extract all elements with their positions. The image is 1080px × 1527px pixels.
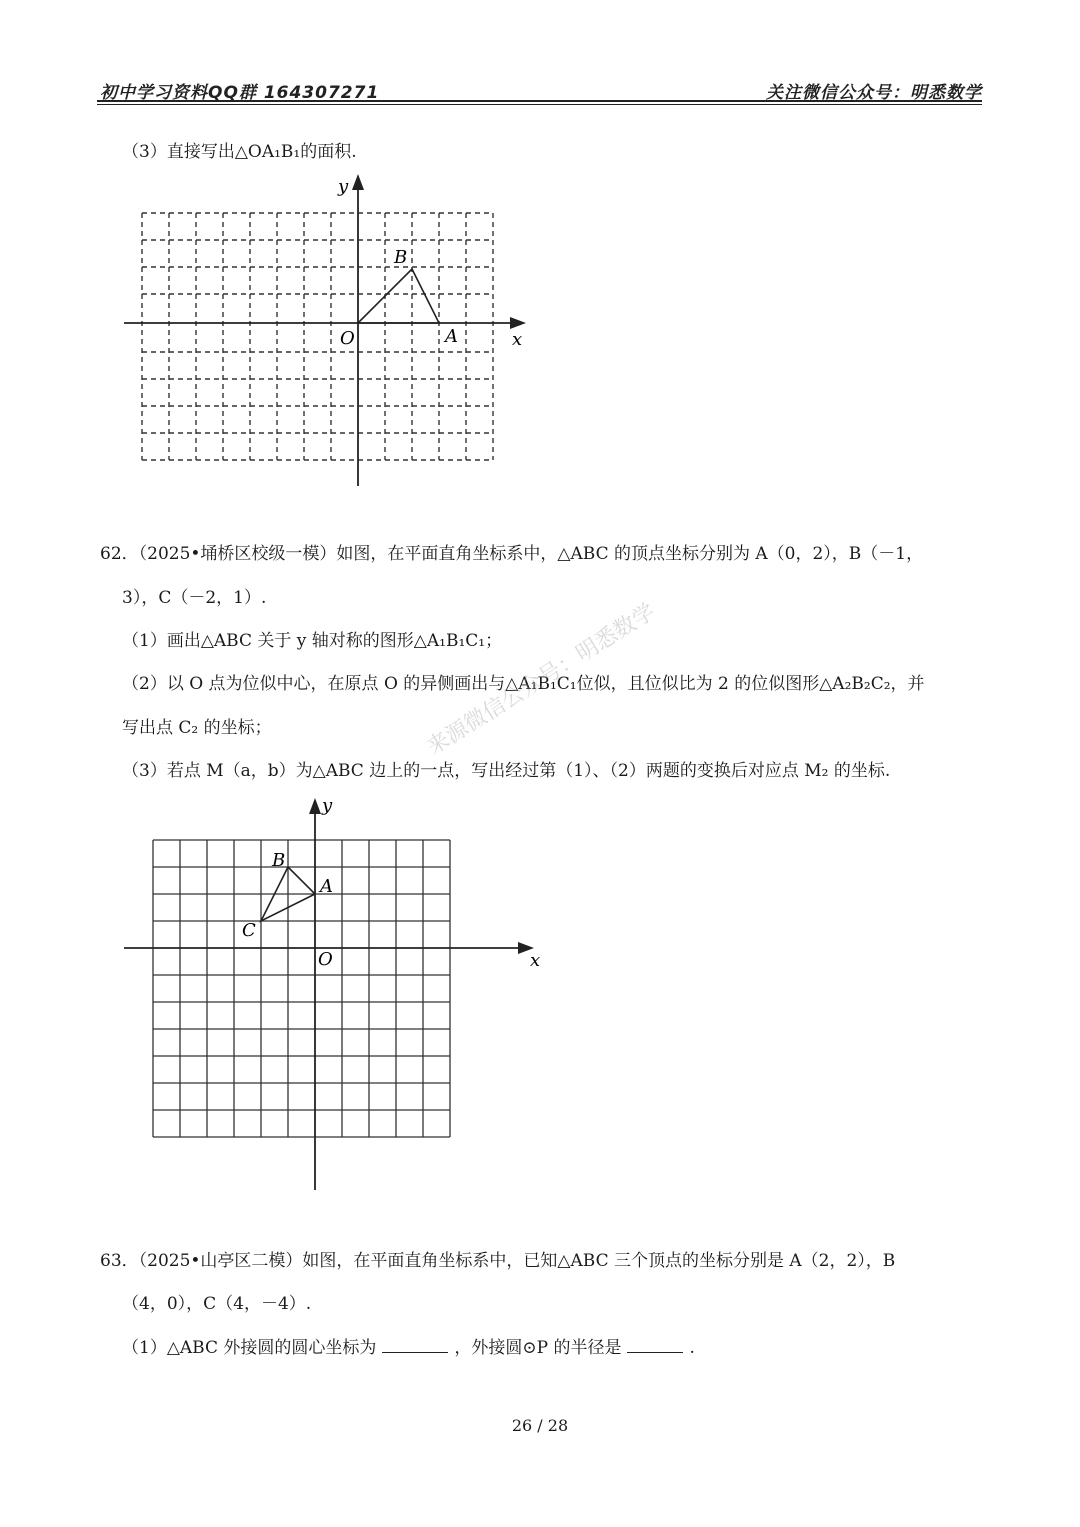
fig1-triangle-oab [358, 269, 439, 323]
fig2-label-o: O [318, 949, 333, 970]
watermark-text: 来源微信公众号：明悉数学 [422, 599, 660, 761]
q62-part2-line2: 写出点 C₂ 的坐标； [122, 718, 272, 738]
q63-part1 [122, 1336, 695, 1360]
fig1-label-x: x [512, 329, 523, 350]
answer-blank-radius [627, 1338, 683, 1353]
figure-1 [0, 0, 1080, 520]
fig1-label-a: A [445, 326, 458, 347]
fig2-label-a: A [320, 876, 333, 897]
fig1-y-arrow [352, 174, 364, 190]
fig1-label-b: B [394, 247, 408, 268]
fig1-x-arrow [510, 317, 526, 329]
fig2-axes [124, 808, 524, 1190]
fig2-grid [153, 840, 450, 1137]
fig2-label-c: C [242, 920, 256, 941]
fig1-label-y: y [338, 176, 349, 197]
figure-2 [0, 780, 1080, 1210]
fig1-label-o: O [340, 328, 355, 349]
q63-line1: 63．（2025•山亭区二模）如图，在平面直角坐标系中，已知△ABC 三个顶点的坐标分别是 A（2，2），B [100, 1251, 896, 1271]
fig2-label-x: x [530, 950, 541, 971]
q61-part3: （3）直接写出△OA₁B₁的面积. [122, 142, 357, 162]
q63-part1-text-b: ，外接圆⊙P 的半径是 [454, 1338, 622, 1358]
q62-line1: 62．（2025•埇桥区校级一模）如图，在平面直角坐标系中，△ABC 的顶点坐标分别为 A（0，2），B（－1， [100, 544, 924, 564]
q62-line2: 3），C（－2，1）. [122, 588, 267, 608]
q63-part1-text-c: . [689, 1338, 695, 1358]
fig2-label-b: B [272, 850, 286, 871]
q63-line2: （4，0），C（4，－4）. [122, 1294, 312, 1314]
q63-part1-text-a: （1）△ABC 外接圆的圆心坐标为 [122, 1338, 377, 1358]
header-left-text: 初中学习资料QQ群 164307271 [100, 83, 380, 103]
fig1-dashed-grid [142, 213, 493, 460]
q62-part3: （3）若点 M（a，b）为△ABC 边上的一点，写出经过第（1）、（2）两题的变换后对应点 M₂ 的坐标. [122, 761, 891, 781]
answer-blank-center [382, 1338, 448, 1353]
fig2-label-y: y [322, 795, 333, 816]
page-number: 26 / 28 [511, 1416, 569, 1435]
header-right-text: 关注微信公众号：明悉数学 [766, 83, 982, 103]
q62-part1: （1）画出△ABC 关于 y 轴对称的图形△A₁B₁C₁； [122, 631, 503, 651]
fig2-y-arrow [309, 798, 321, 814]
q62-part2-line1: （2）以 O 点为位似中心，在原点 O 的异侧画出与△A₁B₁C₁位似，且位似比为 2 的位似图形△A₂B₂C₂，并 [122, 674, 925, 694]
